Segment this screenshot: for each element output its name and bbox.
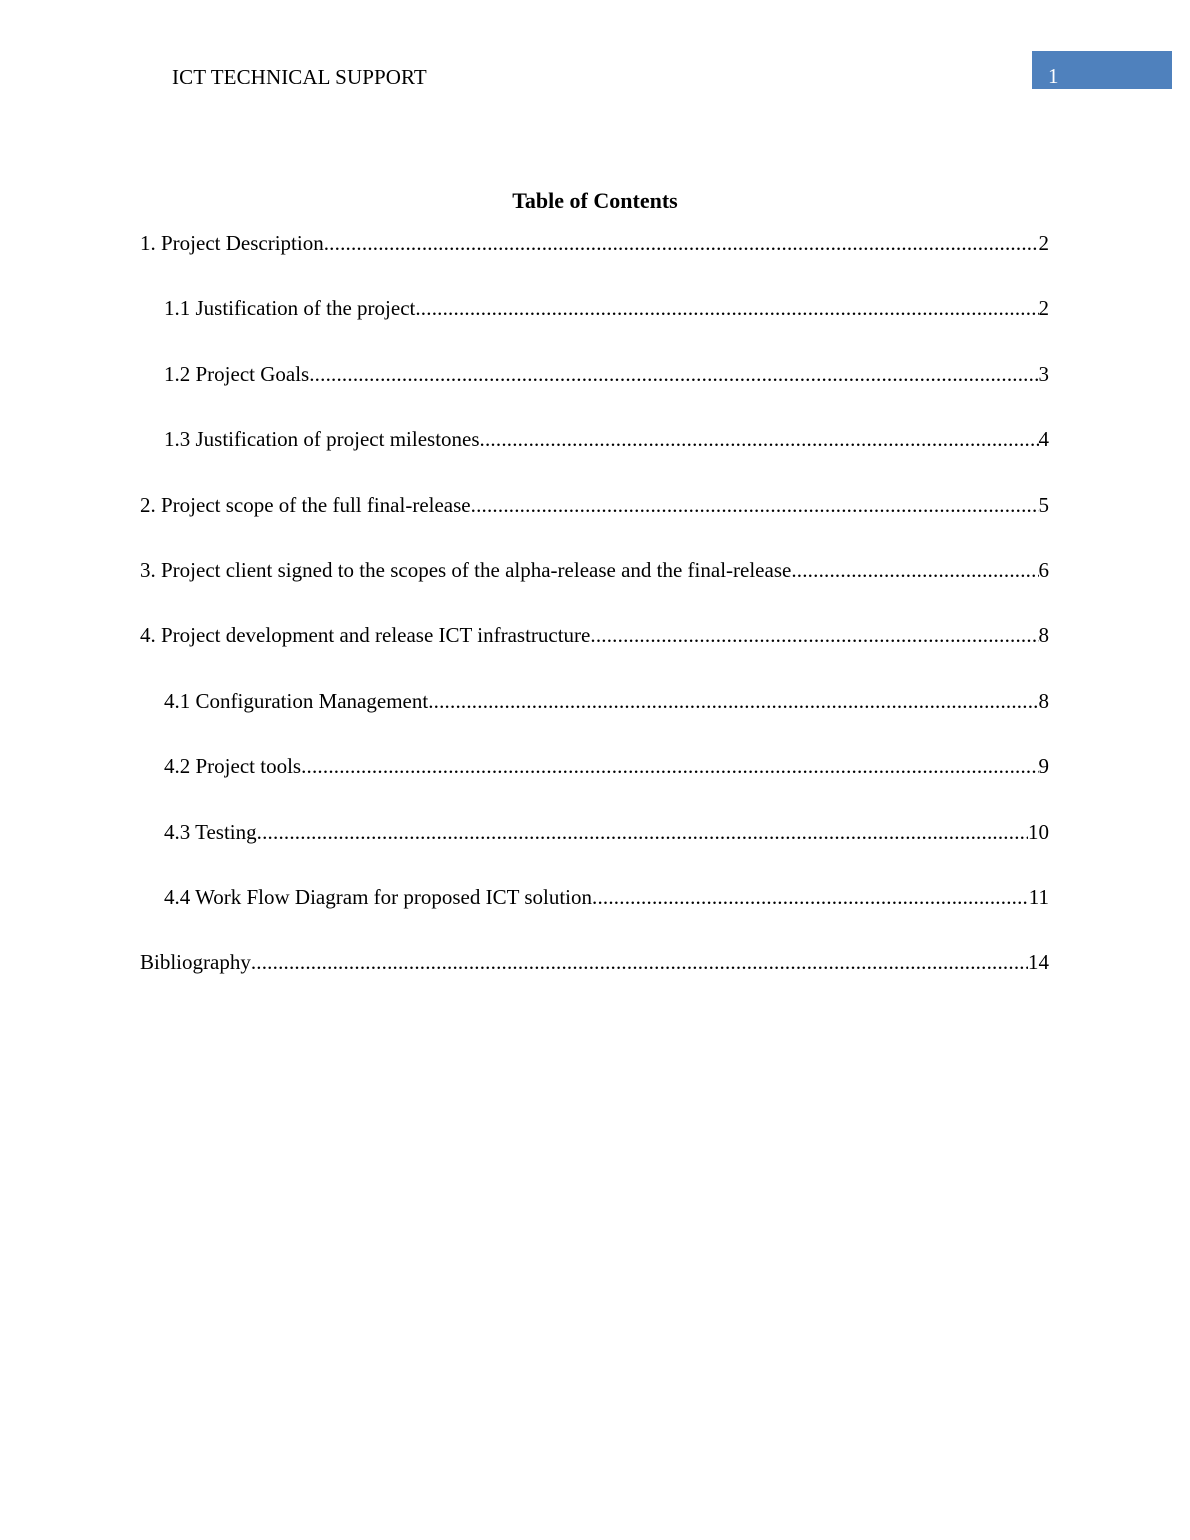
toc-leader-dots xyxy=(590,621,1038,649)
toc-entry-title: 1. Project Description xyxy=(140,231,324,255)
toc-entry-justification[interactable] xyxy=(140,294,1049,359)
toc-entry-page: 8 xyxy=(1038,688,1049,713)
toc-leader-dots xyxy=(251,948,1028,976)
toc-entry-page: 2 xyxy=(1038,296,1049,321)
toc-entry-title: Bibliography xyxy=(140,950,251,975)
toc-entry-page: 8 xyxy=(1038,623,1049,648)
toc-entry-title: 4.4 Work Flow Diagram for proposed ICT solution xyxy=(164,884,592,909)
toc-entry-page: 10 xyxy=(1028,819,1049,844)
toc-leader-dots xyxy=(791,556,1038,584)
toc-entry-title: 4.3 Testing xyxy=(164,819,257,844)
toc-entry-page: 4 xyxy=(1038,427,1049,452)
running-header-title: ICT TECHNICAL SUPPORT xyxy=(172,65,427,89)
toc-entry-milestones[interactable] xyxy=(140,425,1049,490)
page-number-badge xyxy=(1032,51,1172,89)
toc-entry-project-scope[interactable] xyxy=(140,491,1049,556)
toc-leader-dots xyxy=(257,818,1028,846)
toc-entry-page: 11 xyxy=(1028,884,1049,909)
page-number: 1 xyxy=(1048,64,1059,88)
toc-leader-dots xyxy=(471,491,1039,519)
toc-leader-dots xyxy=(415,294,1038,322)
toc-leader-dots xyxy=(428,687,1038,715)
toc-entry-title: 1.1 Justification of the project xyxy=(164,296,416,321)
toc-leader-dots xyxy=(301,752,1038,780)
toc-entry-page: 5 xyxy=(1038,492,1049,517)
toc-entry-page: 9 xyxy=(1038,754,1049,779)
toc-entry-client-signed[interactable] xyxy=(140,556,1049,621)
toc-entry-page: 2 xyxy=(1038,231,1049,255)
toc-entry-configuration-management[interactable] xyxy=(140,687,1049,752)
toc-leader-dots xyxy=(309,360,1038,388)
toc-heading: Table of Contents xyxy=(512,188,678,213)
toc-entry-title: 3. Project client signed to the scopes of the alpha-release and the final-release xyxy=(140,557,792,582)
toc-entry-page: 14 xyxy=(1028,950,1049,975)
toc-leader-dots xyxy=(324,229,1039,257)
toc-leader-dots xyxy=(592,883,1029,911)
toc-entry-work-flow-diagram[interactable] xyxy=(140,883,1049,948)
toc-entry-title: 4. Project development and release ICT infrastructure xyxy=(140,623,591,648)
toc-entry-bibliography[interactable] xyxy=(140,948,1049,1013)
toc-entry-title: 4.1 Configuration Management xyxy=(164,688,429,713)
toc-entry-testing[interactable] xyxy=(140,818,1049,883)
toc-entry-title: 1.3 Justification of project milestones xyxy=(164,427,480,452)
toc-entry-page: 6 xyxy=(1038,557,1049,582)
toc-leader-dots xyxy=(480,425,1039,453)
toc-entry-ict-infrastructure[interactable] xyxy=(140,621,1049,686)
toc-entry-title: 2. Project scope of the full final-release xyxy=(140,492,471,517)
toc-entry-page: 3 xyxy=(1038,361,1049,386)
toc-entry-project-tools[interactable] xyxy=(140,752,1049,817)
table-of-contents xyxy=(140,229,1049,1014)
toc-entry-project-goals[interactable] xyxy=(140,360,1049,425)
toc-entry-project-description[interactable] xyxy=(140,229,1049,294)
toc-entry-title: 4.2 Project tools xyxy=(164,754,302,779)
toc-entry-title: 1.2 Project Goals xyxy=(164,361,310,386)
